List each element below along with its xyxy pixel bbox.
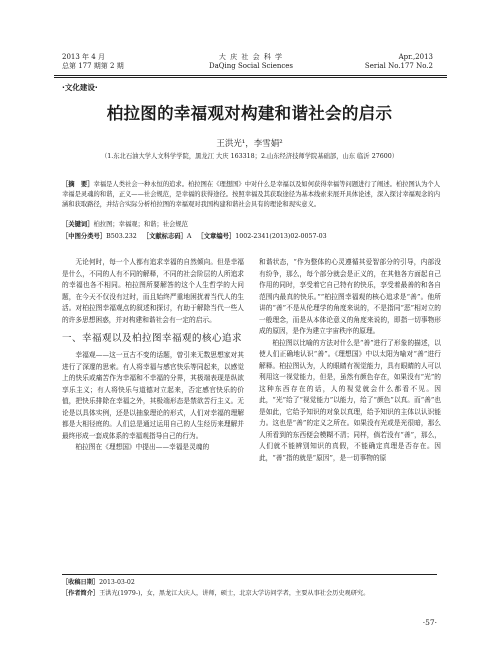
keywords-text: 柏拉图；幸福观；和谐；社会规范 — [93, 221, 188, 228]
body-column-left — [62, 257, 244, 454]
journal-date-en: Apr.,2013 — [398, 53, 433, 61]
body-column-right — [259, 257, 441, 464]
body-paragraph: 幸福观——这一亘古不变的话题，曾引来无数思想家对其进行了深邃的思索。有人将幸福与感官快乐等同起来，以感觉上的快乐或痛苦作为幸福和不幸福的分界，其极端表现是纵欲享乐主义；有人将快乐与道德对立起来，否定感官快乐的价值，把快乐排除在幸福之外，其极端形态是禁欲苦行主义。无论是以具体实例，还是以抽象理论的形式，人们对幸福的理解都是大相径庭的。人们总是通过运用自己的人生经历来理解并最终形成一套成体系的幸福观指导自己的行为。 — [62, 351, 244, 440]
clc-label: ［中图分类号］ — [62, 233, 107, 240]
body-paragraph: 柏拉图以比喻的方法对什么是“善”进行了形象的描述，以使人们正确地认识“善”。《理想国》中以太阳为喻对“善”进行解释。柏拉图认为，人的眼睛有视觉能力，具有眼睛的人可以利用这一视觉能力，但是，虽然有颜色存在，如果没有“光”的这种东西存在的话，人的视觉就会什么都看不见。因此，“光”给了“视觉能力”以能力，给了“颜色”以真。而“善”也是如此，它给予知识的对象以真理，给予知识的主体以认识能力。这也是“善”的定义之所在。如果没有光或是光很暗，那么人所看到的东西便会模糊不清；同样，倘若没有“善”，那么，人们就不能辨别知识的真假，不能确定真理是否存在。因此，“善”指的就是“原因”，是一切事物的原 — [259, 338, 441, 462]
journal-date-issue-en — [365, 53, 433, 71]
header-rule-top — [54, 75, 447, 76]
received-label: ［收稿日期］ — [62, 579, 100, 586]
section-label: ·文化建设· — [62, 83, 98, 92]
body-paragraph: 无论何时，每一个人都有追求幸福的自然倾向。但是幸福是什么，不同的人有不同的解释，不同的社会阶层的人所追求的幸福也各不相同。柏拉图所要解答的这个人生哲学的大问题，在今天不仅没有过时，而且始终严重地困扰着当代人的生活。对柏拉图幸福观点的叙述和探讨，有助于解除当代一些人的许多思想困惑，并对构建和谐社会有一定的启示。 — [62, 258, 244, 324]
received-date: 2013-03-02 — [99, 579, 135, 586]
author-bio: 王洪光(1979-)，女，黑龙江大庆人，讲师，硕士，北京大学访问学者，主要从事社会历史观研究。 — [99, 590, 370, 597]
footnote-rule — [62, 574, 437, 575]
journal-issue: 总第 177 期第 2 期 — [62, 62, 124, 70]
doc-code-label: ［文献标志码］ — [142, 233, 187, 240]
article-id-label: ［文章编号］ — [197, 233, 236, 240]
clc-value: B503.232 — [106, 233, 137, 240]
body-paragraph: 和谐状态，“作为整体的心灵遵循其爱智部分的引导，内部没有纷争，那么，每个部分就会是正义的，在其他各方面起自己作用的同时，享受着它自己特有的快乐，享受着最善的和各自范围内最真的快乐。”“柏拉图幸福观的核心追求是“善”。他所讲的“善”不是从伦理学的角度来说的，不是指同“恶”相对立的一般理念，而是从本体论意义的角度来说的，即指一切事物形成的原因，是作为建立宇宙秩序的原理。 — [259, 258, 441, 335]
keywords-label: ［关键词］ — [62, 221, 94, 228]
article-id-value: 1002-2341(2013)02-0057-03 — [235, 233, 327, 240]
abstract — [62, 180, 440, 210]
article-title: 柏拉图的幸福观对构建和谐社会的启示 — [106, 104, 393, 123]
journal-name-cn: 大 庆 社 会 科 学 — [218, 53, 284, 61]
journal-name — [176, 53, 326, 71]
footnote-received — [62, 577, 135, 586]
classification-line — [62, 232, 440, 241]
journal-name-en: DaQing Social Sciences — [208, 62, 294, 70]
article-authors: 王洪光¹，李雪娟² — [216, 139, 283, 149]
abstract-label: ［摘 要］ — [62, 181, 94, 188]
journal-date: 2013 年 4 月 — [62, 53, 105, 61]
header-rule-bottom — [54, 77, 447, 78]
doc-code-value: A — [186, 233, 192, 240]
abstract-text: 幸福是人类社会一种永恒的追求。柏拉图在《理想国》中对什么是幸福以及如何获得幸福等问题进行了阐述。柏拉图认为个人幸福是灵魂的和谐，正义——社会规范，是幸福的获得途径。按照幸福及其获取途径为基本线索来展开具体论述，深入探讨幸福观念的内涵和获取路径，并结合实际分析柏拉图的幸福观对我国构建和谐社会具有的理论和现实意义。 — [62, 181, 441, 208]
journal-date-issue — [62, 53, 124, 71]
body-paragraph: 柏拉图在《理想国》中提出——幸福是灵魂的 — [75, 443, 210, 451]
section-heading: 一、幸福观以及柏拉图幸福观的核心追求 — [62, 333, 243, 344]
page-number: ·57· — [422, 618, 437, 627]
keywords — [62, 220, 440, 229]
journal-issue-en: Serial No.177 No.2 — [364, 62, 433, 70]
author-affiliation: （1.东北石油大学人文科学学院，黑龙江 大庆 163318；2.山东经济技师学院基础部，山东 临沂 27600） — [100, 153, 399, 160]
author-bio-label: ［作者简介］ — [62, 590, 100, 597]
footnote-author — [62, 588, 442, 597]
